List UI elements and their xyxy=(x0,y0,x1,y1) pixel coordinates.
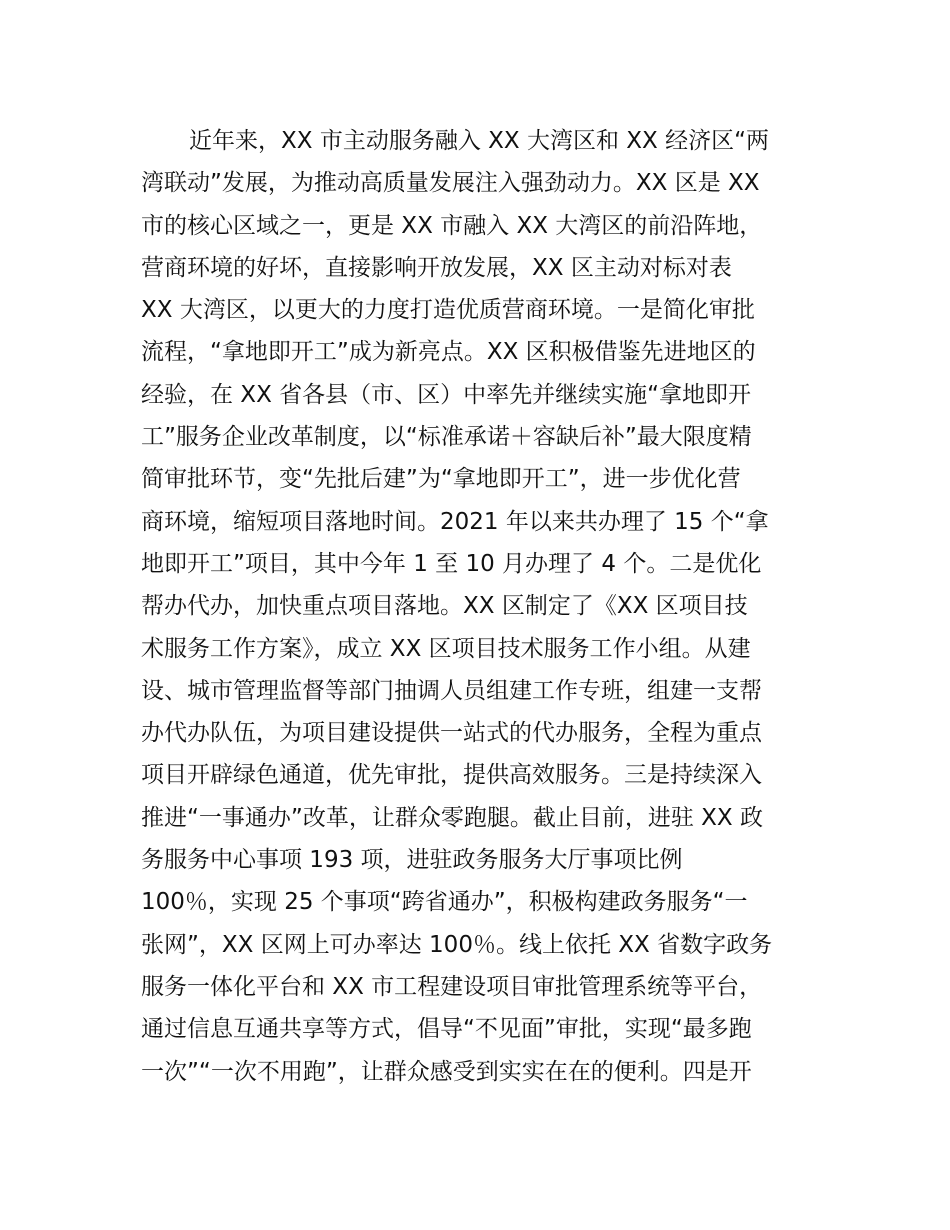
paragraph-line: 商环境，缩短项目落地时间。2021 年以来共办理了 15 个“拿 xyxy=(141,508,769,535)
paragraph-line: 市的核心区域之一，更是 XX 市融入 XX 大湾区的前沿阵地， xyxy=(141,212,763,239)
paragraph-line: 设、城市管理监督等部门抽调人员组建工作专班，组建一支帮 xyxy=(141,677,762,704)
paragraph-line: 务服务中心事项 193 项，进驻政务服务大厅事项比例 xyxy=(141,847,683,874)
paragraph-line: 经验，在 XX 省各县（市、区）中率先并继续实施“拿地即开 xyxy=(141,381,752,408)
paragraph-line: 帮办代办，加快重点项目落地。XX 区制定了《XX 区项目技 xyxy=(141,593,748,620)
paragraph-line: 通过信息互通共享等方式，倡导“不见面”审批，实现“最多跑 xyxy=(141,1016,752,1043)
paragraph-line: 100％，实现 25 个事项“跨省通办”，积极构建政务服务“一 xyxy=(141,889,748,916)
paragraph-line: XX 大湾区，以更大的力度打造优质营商环境。一是简化审批 xyxy=(141,297,755,324)
paragraph-line: 办代办队伍，为项目建设提供一站式的代办服务，全程为重点 xyxy=(141,720,762,747)
paragraph-line: 张网”，XX 区网上可办率达 100％。线上依托 XX 省数字政务 xyxy=(141,931,773,958)
paragraph-line: 工”服务企业改革制度，以“标准承诺＋容缺后补”最大限度精 xyxy=(141,424,752,451)
paragraph-line: 项目开辟绿色通道，优先审批，提供高效服务。三是持续深入 xyxy=(141,762,762,789)
paragraph-line: 一次”“一次不用跑”，让群众感受到实实在在的便利。四是开 xyxy=(141,1058,752,1085)
paragraph-line: 术服务工作方案》，成立 XX 区项目技术服务工作小组。从建 xyxy=(141,635,751,662)
paragraph-line: 湾联动”发展，为推动高质量发展注入强劲动力。XX 区是 XX xyxy=(141,170,760,197)
paragraph-line: 简审批环节，变“先批后建”为“拿地即开工”，进一步优化营 xyxy=(141,466,741,493)
paragraph-line: 推进“一事通办”改革，让群众零跑腿。截止目前，进驻 XX 政 xyxy=(141,804,763,831)
paragraph-line: 近年来，XX 市主动服务融入 XX 大湾区和 XX 经济区“两 xyxy=(189,128,770,154)
paragraph-line: 流程，“拿地即开工”成为新亮点。XX 区积极借鉴先进地区的 xyxy=(141,339,756,366)
body-paragraph xyxy=(141,122,821,1095)
paragraph-line: 营商环境的好坏，直接影响开放发展，XX 区主动对标对表 xyxy=(141,254,732,281)
paragraph-line: 地即开工”项目，其中今年 1 至 10 月办理了 4 个。二是优化 xyxy=(141,550,762,577)
paragraph-line: 服务一体化平台和 XX 市工程建设项目审批管理系统等平台， xyxy=(141,973,763,1000)
